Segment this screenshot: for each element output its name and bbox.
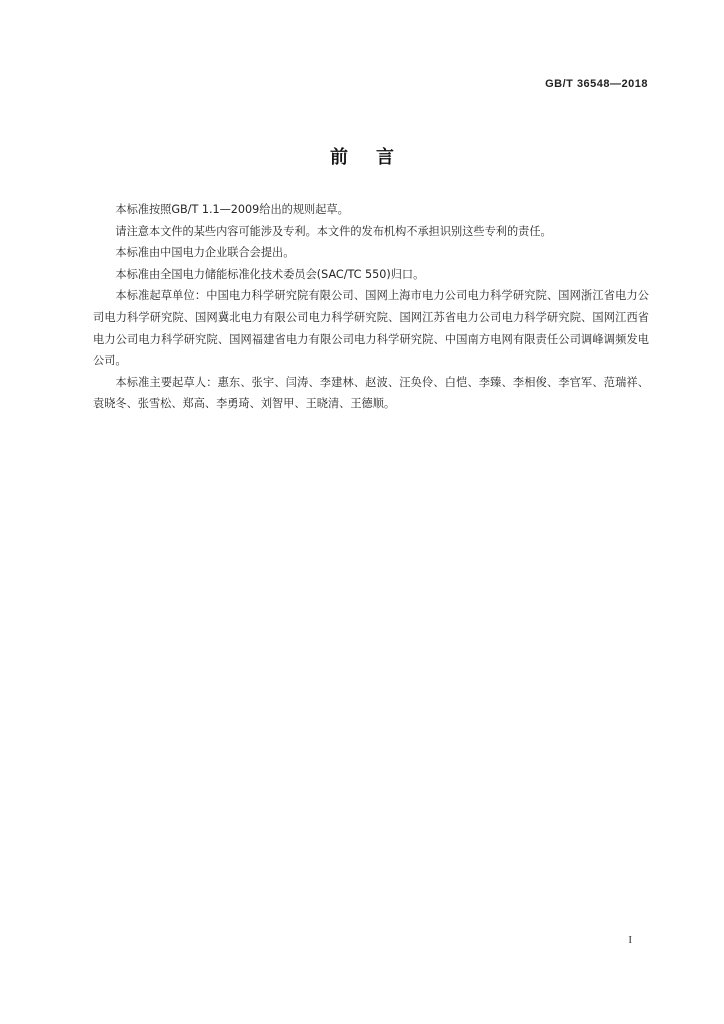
paragraph-drafting-units: 本标准起草单位：中国电力科学研究院有限公司、国网上海市电力公司电力科学研究院、国网浙江省电力公司电力科学研究院、国网冀北电力有限公司电力科学研究院、国网江苏省电力公司电力科学研究院、国网江西省电力公司电力科学研究院、国网福建省电力有限公司电力科学研究院、中国南方电网有限责任公司调峰调频发电公司。 xyxy=(93,289,649,368)
foreword-body xyxy=(93,199,649,415)
page-title: 前言 xyxy=(330,147,422,168)
paragraph-proposer: 本标准由中国电力企业联合会提出。 xyxy=(115,246,295,260)
page-number: I xyxy=(628,934,632,946)
paragraph-patent-notice: 请注意本文件的某些内容可能涉及专利。本文件的发布机构不承担识别这些专利的责任。 xyxy=(115,224,552,238)
paragraph-drafters: 本标准主要起草人：惠东、张宇、闫涛、李建林、赵波、汪奂伶、白恺、李臻、李相俊、李官军、范瑞祥、袁晓冬、张雪松、郑高、李勇琦、刘智甲、王晓清、王德顺。 xyxy=(93,375,649,411)
paragraph-committee: 本标准由全国电力储能标准化技术委员会(SAC/TC 550)归口。 xyxy=(115,267,425,281)
standard-code-header: GB/T 36548—2018 xyxy=(545,78,648,90)
paragraph-drafting-rules: 本标准按照GB/T 1.1—2009给出的规则起草。 xyxy=(115,203,349,216)
